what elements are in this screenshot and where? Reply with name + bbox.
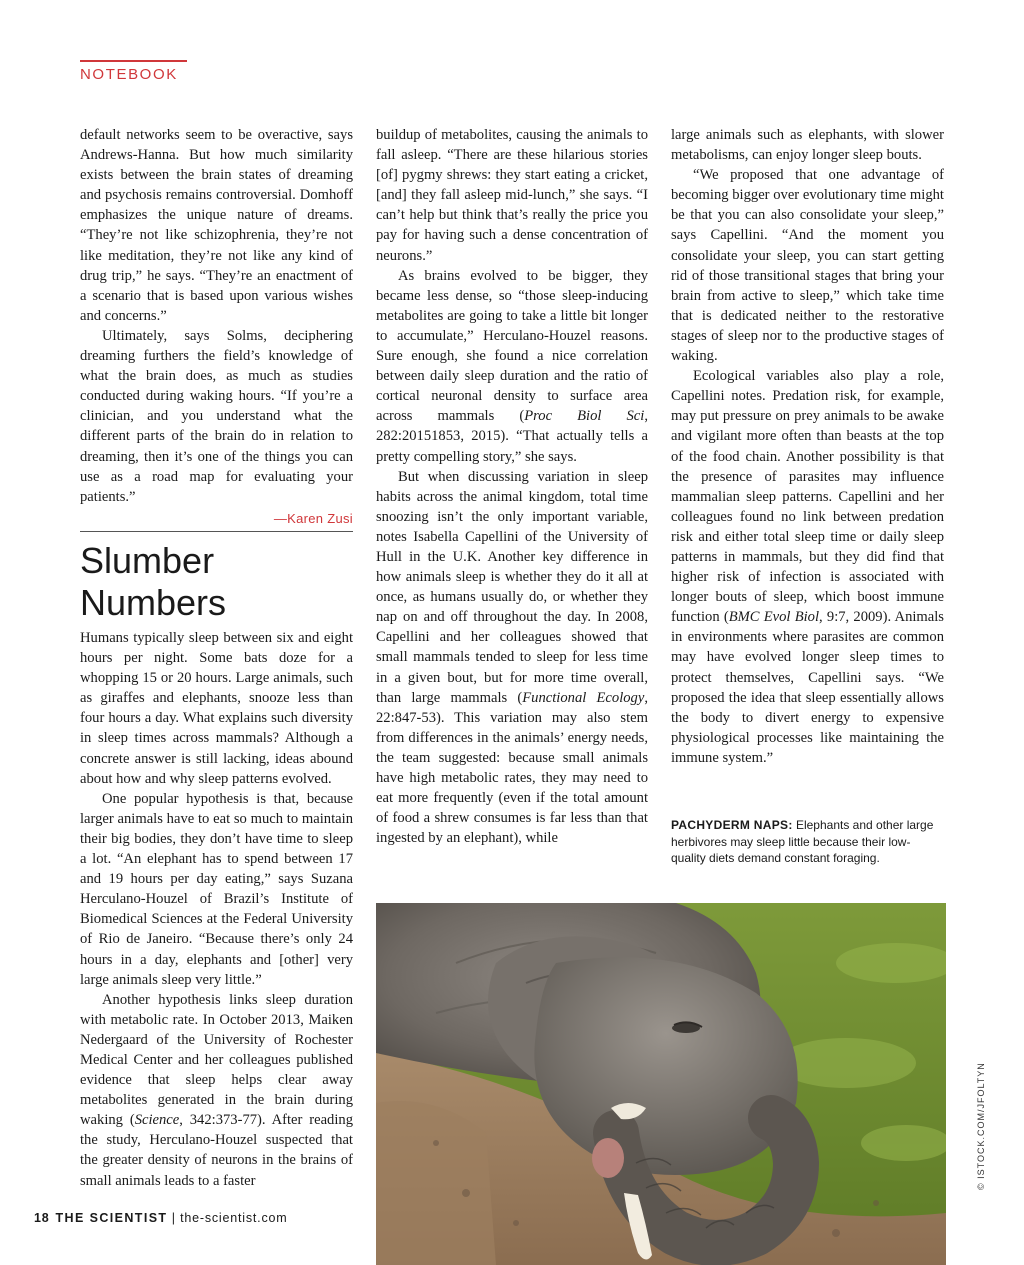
citation: Functional Ecology <box>522 689 645 706</box>
page-number: 18 <box>34 1211 50 1225</box>
col3-paragraph-3: Ecological variables also play a role, Capellini notes. Predation risk, for example, may put pressure on prey animals to be awake and vigilant more often than beasts at the top of the food chain. Another possibility is that the presence of parasites may influence mammalian sleep patterns. Capellini and her colleagues found no link between predation risk and either total sleep time or daily sleep patterns in mammals, but they did find that higher risk of infection is associated with longer bouts of sleep, which boost immune function (BMC Evol Biol, 9:7, 2009). Animals in environments where parasites are common may have evolved longer sleep times to protect themselves, Capellini says. “We proposed the idea that sleep essentially allows the body to divert energy to expensive physiological processes like maintaining the immune system.” <box>671 368 944 766</box>
caption-head: PACHYDERM NAPS: <box>671 818 793 832</box>
photo-credit: © ISTOCK.COM/JFOLTYN <box>976 1062 986 1190</box>
article-divider <box>80 531 353 532</box>
column-3 <box>671 125 944 768</box>
elephant-photo <box>376 903 946 1265</box>
col2-paragraph-1: buildup of metabolites, causing the animals to fall asleep. “There are these hilarious stories [of] pygmy shrews: they start eating a cricket, [and] they fall asleep mid-lunch,” she says. “I can’t help but think that’s really the price you pay for having such a dense concentration of neurons.” <box>376 127 648 264</box>
citation: Proc Biol Sci <box>524 408 645 425</box>
article-paragraph-2: One popular hypothesis is that, because larger animals have to eat so much to maintain their big bodies, they don’t have time to sleep a lot. “An elephant has to spend between 17 and 19 hours per day eating,” says Suzana Herculano-Houzel of Brazil’s Institute of Biomedical Sciences at the Federal University of Rio de Janeiro. “Because there’s only 24 hours in a day, elephants and [other] very large animals sleep very little.” <box>80 790 353 988</box>
column-2 <box>376 125 648 848</box>
section-rule <box>80 60 187 62</box>
col3-paragraph-1: large animals such as elephants, with slower metabolisms, can enjoy longer sleep bouts. <box>671 127 944 164</box>
page-footer <box>34 1211 287 1225</box>
col1-paragraph-1: default networks seem to be overactive, says Andrews-Hanna. But how much similarity exists between the brain states of dreaming and psychosis remains controversial. Domhoff emphasizes the unique nature of dreams. “They’re not like schizophrenia, they’re not like meditation, they’re not like any kind of drug trip,” he says. “They’re an enactment of a scenario that is based upon various wishes and concerns.” <box>80 127 353 324</box>
col2-paragraph-3: But when discussing variation in sleep habits across the animal kingdom, total time snoozing isn’t the only important variable, notes Isabella Capellini of the University of Hull in the U.K. Another key difference in how animals sleep is whether they do it all at once, as humans usually do, or whether they nap on and off throughout the day. In 2008, Capellini and her colleagues showed that small mammals tended to sleep for less time in a given bout, but for more time overall, than large mammals (Functional Ecology, 22:847-53). This variation may also stem from differences in the animals’ energy needs, the team suggested: because small animals have high metabolic rates, they may need to eat more frequently (even if the total amount of food a shrew consumes is far less than that ingested by an elephant), while <box>376 468 648 847</box>
citation: BMC Evol Biol <box>728 609 820 626</box>
magazine-name: THE SCIENTIST <box>55 1211 168 1225</box>
col1-paragraph-2: Ultimately, says Solms, deciphering dreaming furthers the field’s knowledge of what the brain does, as much as studies conducted during waking hours. “If you’re a clinician, and you understand what the different parts of the brain do in relation to dreaming, then it’s one of the things you can use as a road map for evaluating your patients.” <box>80 327 353 505</box>
col3-paragraph-2: “We proposed that one advantage of becoming bigger over evolutionary time might be that you can also consolidate your sleep,” says Capellini. “And the moment you consolidate your sleep, you can start getting rid of those transitional stages that bring your brain from active to sleep,” which take time that is dedicated neither to the restorative stages of sleep nor to the productive stages of waking. <box>671 167 944 365</box>
caption-text: Elephants and other large herbivores may sleep little because their low-quality diets demand constant foraging. <box>671 818 934 865</box>
article-paragraph-1: Humans typically sleep between six and eight hours per night. Some bats doze for a whopping 15 or 20 hours. Large animals, such as giraffes and elephants, snooze less than four hours a day. What explains such diversity in sleep times across mammals? Although a concrete answer is still lacking, ideas abound about how and why sleep patterns evolved. <box>80 630 353 787</box>
column-1 <box>80 125 353 529</box>
photo-caption <box>671 817 944 867</box>
article-column-1 <box>80 628 353 1191</box>
article-paragraph-3: Another hypothesis links sleep duration with metabolic rate. In October 2013, Maiken Nedergaard of the University of Rochester Medical Center and her colleagues published evidence that sleep helps clear away metabolites generated in the brain during waking (Science, 342:373-77). After reading the study, Herculano-Houzel suspected that the greater density of neurons in the brains of small animals leads to a faster <box>80 991 353 1189</box>
article-headline: Slumber Numbers <box>80 540 227 623</box>
footer-separator: | <box>167 1211 181 1225</box>
col2-paragraph-2: As brains evolved to be bigger, they became less dense, so “those sleep-inducing metabolites are going to take a little bit longer to accumulate,” Herculano-Houzel reasons. Sure enough, she found a nice correlation between daily sleep duration and the ratio of cortical neuronal density to surface area across mammals (Proc Biol Sci, 282:20151853, 2015). “That actually tells a pretty compelling story,” she says. <box>376 267 648 465</box>
footer-url[interactable]: the-scientist.com <box>180 1211 288 1225</box>
byline: —Karen Zusi <box>273 510 353 526</box>
citation: Science <box>134 1112 180 1129</box>
section-label: NOTEBOOK <box>80 66 178 83</box>
